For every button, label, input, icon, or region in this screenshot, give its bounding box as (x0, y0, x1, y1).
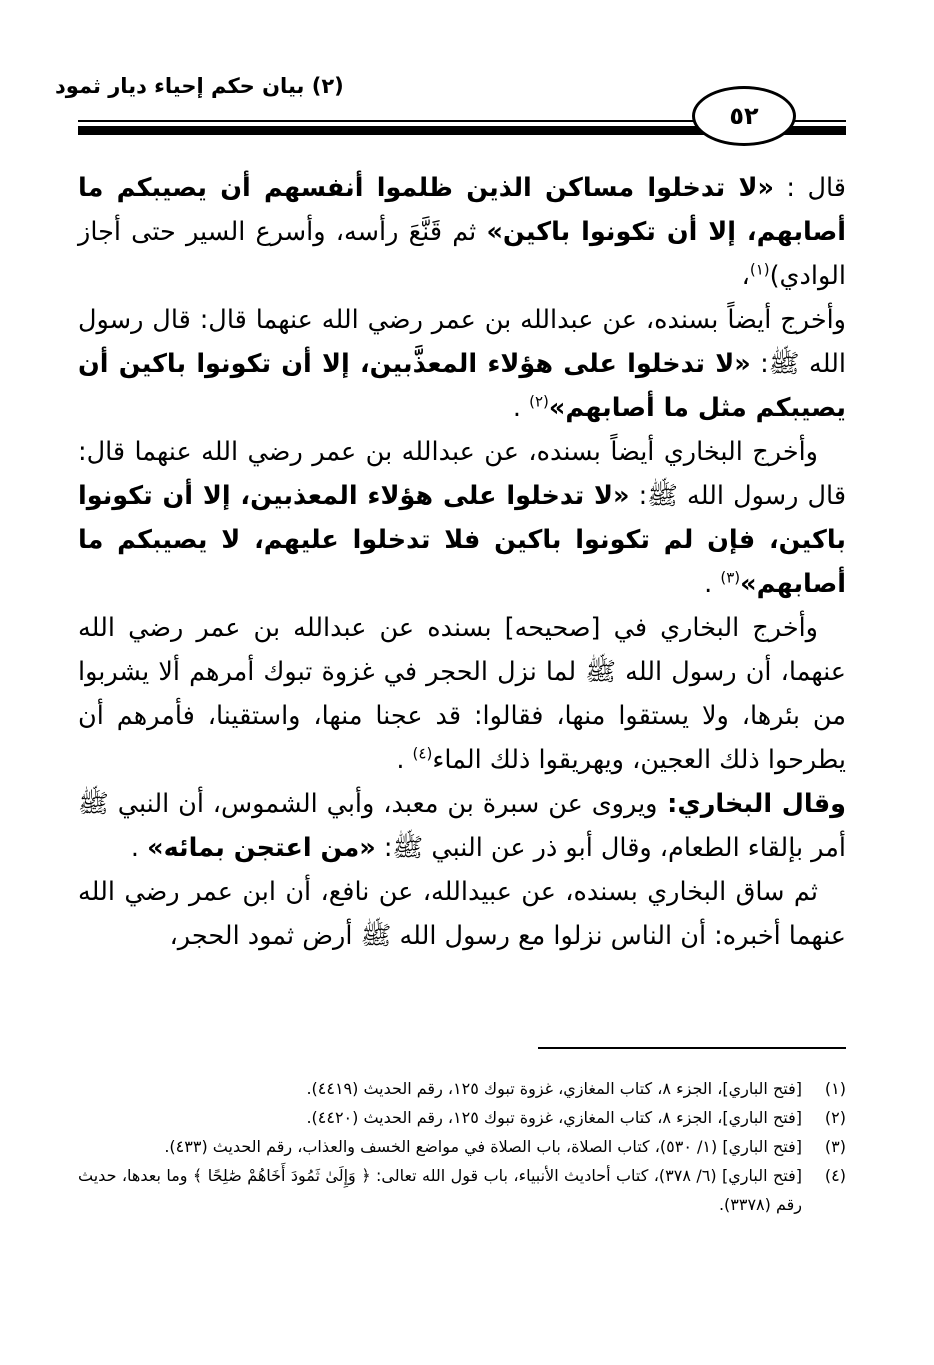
footnote-number: (٢) (824, 1108, 846, 1127)
hadith-quote: «لا تدخلوا على هؤلاء المعذبين، إلا أن تكونوا باكين، فإن لم تكونوا باكين فلا تدخلوا عليهم، لا يصيبكم ما أصابهم» (78, 481, 846, 599)
footnote-3 (78, 1132, 846, 1161)
footnote-ref-3[interactable]: (٣) (720, 568, 741, 587)
paragraph-3: وأخرج البخاري أيضاً بسنده، عن عبدالله بن عمر رضي الله عنهما قال: قال رسول الله ﷺ: «لا تدخلوا على هؤلاء المعذبين، إلا أن تكونوا باكين، فإن لم تكونوا باكين فلا تدخلوا عليهم، لا يصيبكم ما أصابهم»$^{(٣)}$ . (78, 437, 847, 599)
paragraph-6: ثم ساق البخاري بسنده، عن عبيدالله، عن نافع، أن ابن عمر رضي الله عنهما أخبره: أن الناس نزلوا مع رسول الله ﷺ أرض ثمود الحجر، (78, 877, 846, 951)
paragraph-1: قال : «لا تدخلوا مساكن الذين ظلموا أنفسهم أن يصيبكم ما أصابهم، إلا أن تكونوا باكين» ثم قَنَّعَ رأسه، وأسرع السير حتى أجاز الوادي)$^{(١)}$، (78, 173, 846, 291)
footnote-number: (٤) (824, 1166, 846, 1185)
footnote-ref-2[interactable]: (٢) (529, 392, 549, 411)
paragraph-4: وأخرج البخاري في [صحيحه] بسنده عن عبدالله بن عمر رضي الله عنهما، أن رسول الله ﷺ لما نزل الحجر في غزوة تبوك أمرهم ألا يشربوا من بئرها، ولا يستقوا منها، فقالوا: قد عجنا منها، واستقينا، فأمرهم أن يطرحوا ذلك العجين، ويهريقوا ذلك الماء$^{(٤)}$ . (78, 613, 846, 775)
hadith-quote: «من اعتجن بمائه» (147, 833, 376, 863)
footnote-number: (١) (824, 1079, 846, 1098)
paragraph-2: وأخرج أيضاً بسنده، عن عبدالله بن عمر رضي الله عنهما قال: قال رسول الله ﷺ: «لا تدخلوا على هؤلاء المعذَّبين، إلا أن تكونوا باكين أن يصيبكم مثل ما أصابهم»$^{(٢)}$ . (78, 305, 846, 423)
footnotes (78, 1074, 846, 1219)
main-text (78, 166, 846, 958)
footnote-1 (78, 1074, 846, 1103)
running-title: (٢) بيان حكم إحياء ديار ثمود (55, 74, 344, 98)
footnote-4 (78, 1161, 846, 1219)
footnote-number: (٣) (824, 1137, 846, 1156)
footnote-ref-1[interactable]: (١) (749, 260, 770, 279)
footnote-2 (78, 1103, 846, 1132)
page-number: ٥٢ (692, 86, 796, 146)
footnote-separator (538, 1047, 846, 1049)
footnote-text: [فتح الباري]، الجزء ٨، كتاب المغازي، غزوة تبوك ١٢٥، رقم الحديث (٤٤٢٠). (306, 1108, 802, 1127)
hadith-quote: «لا تدخلوا على هؤلاء المعذَّبين، إلا أن تكونوا باكين أن يصيبكم مثل ما أصابهم» (78, 349, 846, 423)
footnote-text: [فتح الباري]، الجزء ٨، كتاب المغازي، غزوة تبوك ١٢٥، رقم الحديث (٤٤١٩). (306, 1079, 802, 1098)
footnote-ref-4[interactable]: (٤) (412, 744, 433, 763)
paragraph-5: وقال البخاري: ويروى عن سبرة بن معبد، وأبي الشموس، أن النبي ﷺ أمر بإلقاء الطعام، وقال أبو ذر عن النبي ﷺ: «من اعتجن بمائه» . (78, 789, 846, 863)
footnote-text: [فتح الباري] (٦/ ٣٧٨)، كتاب أحاديث الأنبياء، باب قول الله تعالى: ﴿ وَإِلَىٰ ثَمُودَ أَخَاهُمْ صَٰلِحًا ﴾ وما بعدها، حديث رقم (٣٣٧٨). (78, 1166, 802, 1214)
speaker-label: وقال البخاري: (657, 789, 846, 819)
footnote-text: [فتح الباري] (١/ ٥٣٠)، كتاب الصلاة، باب الصلاة في مواضع الخسف والعذاب، رقم الحديث (٤٣٣). (164, 1137, 802, 1156)
hadith-quote: «لا تدخلوا مساكن الذين ظلموا أنفسهم أن يصيبكم ما أصابهم، إلا أن تكونوا باكين» (78, 173, 846, 247)
